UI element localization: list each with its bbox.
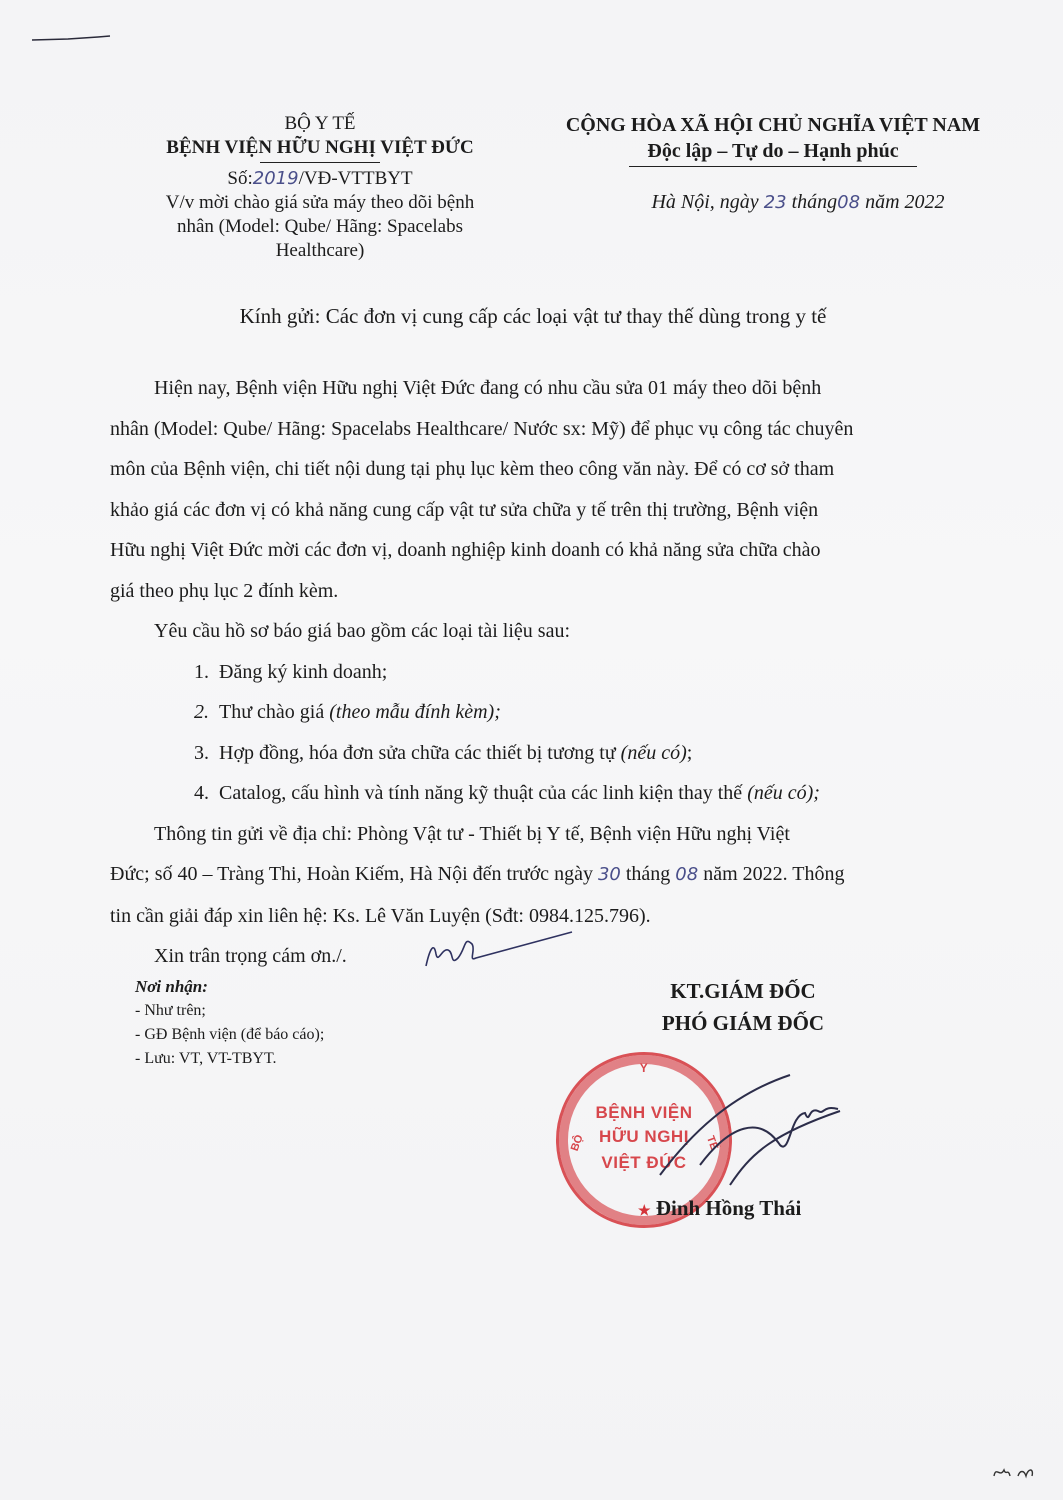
director-signature-icon <box>640 1055 860 1215</box>
signer-role-2: PHÓ GIÁM ĐỐC <box>661 1011 825 1035</box>
receiver-line: - Như trên; <box>135 1002 206 1019</box>
handwritten-month: 08 <box>837 192 861 213</box>
hospital-underline <box>260 162 380 163</box>
body-line-5: Hữu nghị Việt Đức mời các đơn vị, doanh nghiệp kinh doanh có khả năng sửa chữa chào <box>110 539 821 561</box>
receiver-line: - Lưu: VT, VT-TBYT. <box>135 1050 277 1067</box>
motto-underline <box>629 166 917 167</box>
handwritten-day: 23 <box>763 192 787 213</box>
receivers-block <box>135 975 324 1071</box>
contact-line-3: tin cần giải đáp xin liên hệ: Ks. Lê Văn Luyện (Sđt: 0984.125.796). <box>110 904 651 927</box>
body-line-2: nhân (Model: Qube/ Hãng: Spacelabs Healthcare/ Nước sx: Mỹ) để phục vụ công tác chuyên <box>110 417 854 440</box>
date-line: Hà Nội, ngày 23 tháng08 năm 2022 <box>651 191 945 213</box>
body-line-4: khảo giá các đơn vị có khả năng cung cấp vật tư sửa chữa y tế trên thị trường, Bệnh viện <box>110 498 819 521</box>
list-item: 4. Catalog, cấu hình và tính năng kỹ thuật của các linh kiện thay thế (nếu có); <box>194 782 820 804</box>
signer-name: ★ Đinh Hồng Thái <box>638 1196 802 1220</box>
body-line-3: môn của Bệnh viện, chi tiết nội dung tại phụ lục kèm theo công văn này. Để có cơ sở tham <box>110 458 835 480</box>
official-stamp: Y BỆNH VIỆN HỮU NGHỊ VIỆT ĐỨC BỘ TẾ <box>556 1052 732 1228</box>
subject-line-2: nhân (Model: Qube/ Hãng: Spacelabs <box>177 216 463 237</box>
subject-line-3: Healthcare) <box>275 240 365 261</box>
header-right <box>508 112 1038 216</box>
handwritten-number: 2019 <box>252 168 299 189</box>
receiver-line: - GĐ Bệnh viện (để báo cáo); <box>135 1026 325 1043</box>
contact-line-1: Thông tin gửi về địa chỉ: Phòng Vật tư - Thiết bị Y tế, Bệnh viện Hữu nghị Việt <box>154 822 790 845</box>
hospital-name: BỆNH VIỆN HỮU NGHỊ VIỆT ĐỨC <box>166 137 474 158</box>
list-item: 2. Thư chào giá (theo mẫu đính kèm); <box>194 701 501 723</box>
list-item: 3. Hợp đồng, hóa đơn sửa chữa các thiết bị tương tự (nếu có); <box>194 741 693 764</box>
subject-line-1: V/v mời chào giá sửa máy theo dõi bệnh <box>165 192 475 213</box>
page-mark-icon <box>990 1458 1040 1484</box>
signature-block <box>618 975 868 1039</box>
recipient-line: Kính gửi: Các đơn vị cung cấp các loại vật tư thay thế dùng trong y tế <box>239 304 827 328</box>
pen-mark-icon <box>28 28 118 48</box>
initials-signature-icon <box>412 918 582 978</box>
header-left <box>120 112 520 263</box>
closing-line: Xin trân trọng cám ơn./. <box>154 945 347 967</box>
document-number: Số:2019/VĐ-VTTBYT <box>227 168 413 189</box>
body-line-1: Hiện nay, Bệnh viện Hữu nghị Việt Đức đang có nhu cầu sửa 01 máy theo dõi bệnh <box>154 377 822 399</box>
motto: Độc lập – Tự do – Hạnh phúc <box>647 140 899 162</box>
handwritten-deadline-day: 30 <box>597 864 621 885</box>
list-item: 1. Đăng ký kinh doanh; <box>194 660 388 683</box>
star-icon: ★ <box>638 1204 651 1219</box>
body-line-6: giá theo phụ lục 2 đính kèm. <box>110 579 339 602</box>
signer-role-1: KT.GIÁM ĐỐC <box>670 979 816 1003</box>
contact-line-2: Đức; số 40 – Tràng Thi, Hoàn Kiếm, Hà Nội đến trước ngày 30 tháng 08 năm 2022. Thông <box>110 863 845 885</box>
ministry-name: BỘ Y TẾ <box>284 113 356 134</box>
receivers-title: Nơi nhận: <box>135 977 208 996</box>
body-paragraph <box>110 368 956 977</box>
country-name: CỘNG HÒA XÃ HỘI CHỦ NGHĨA VIỆT NAM <box>565 114 981 136</box>
handwritten-deadline-month: 08 <box>675 864 699 885</box>
requirements-intro: Yêu cầu hồ sơ báo giá bao gồm các loại tài liệu sau: <box>154 620 570 642</box>
